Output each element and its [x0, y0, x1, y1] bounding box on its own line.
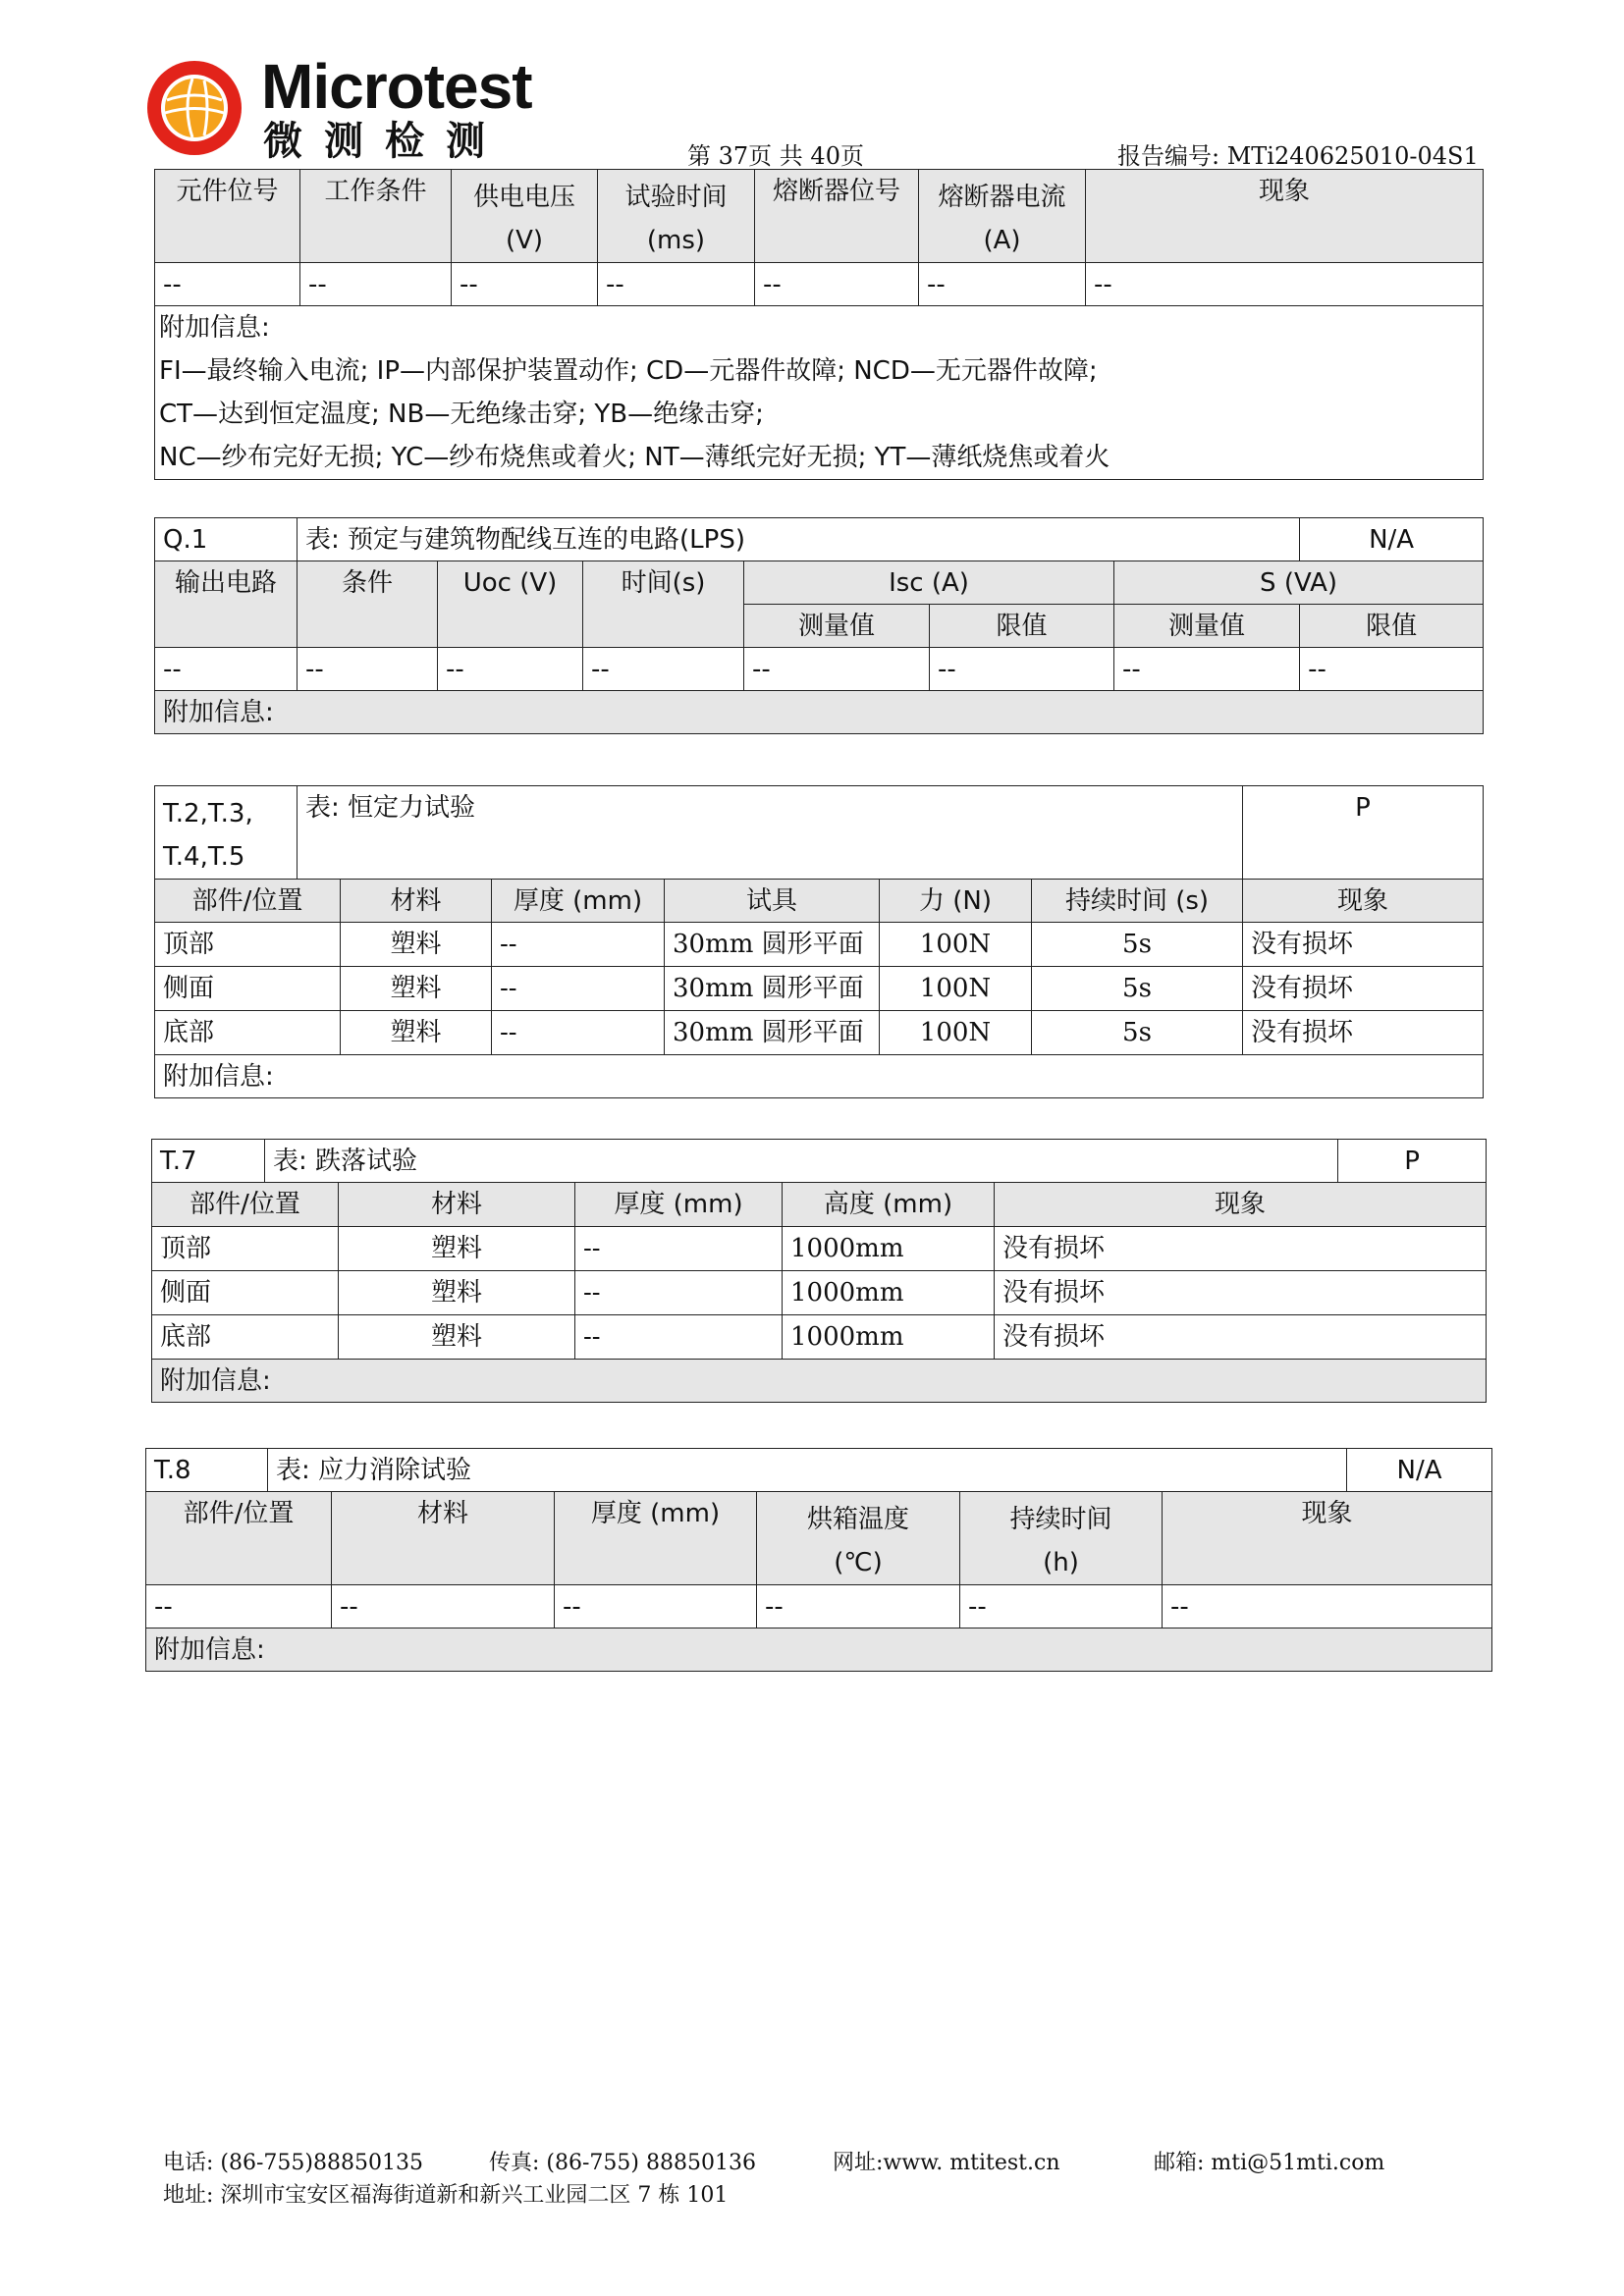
table-cell: 顶部: [152, 1227, 339, 1271]
table-cell: --: [492, 923, 665, 967]
table-title-row: [146, 1449, 1492, 1492]
report-number: 报告编号: MTi240625010-04S1: [1117, 142, 1479, 170]
table-cell: 塑料: [339, 1227, 575, 1271]
table-cell: --: [452, 263, 598, 306]
header-cell: 力 (N): [880, 880, 1032, 923]
table-cell: --: [155, 648, 298, 691]
header-cell: 部件/位置: [146, 1492, 332, 1585]
verdict-cell: N/A: [1300, 518, 1484, 561]
verdict-cell: P: [1243, 786, 1484, 880]
clause-cell: T.2,T.3, T.4,T.5: [155, 786, 298, 880]
notes-cell: 附加信息:: [155, 1055, 1484, 1098]
table-cell: 30mm 圆形平面: [665, 923, 880, 967]
table-cell: --: [146, 1585, 332, 1629]
header-cell: 输出电路: [155, 561, 298, 648]
table-cell: --: [757, 1585, 960, 1629]
table-row: [155, 263, 1484, 306]
table-cell: 5s: [1032, 923, 1243, 967]
notes-cell: 附加信息:: [155, 691, 1484, 734]
table-cell: --: [332, 1585, 555, 1629]
table-cell: --: [919, 263, 1086, 306]
table-title-row: [155, 518, 1484, 561]
header-cell: 厚度 (mm): [555, 1492, 757, 1585]
table-cell: 1000mm: [783, 1271, 995, 1315]
header-cell: 材料: [341, 880, 492, 923]
table-header-row: [155, 561, 1484, 605]
notes-row: [155, 306, 1484, 480]
table-cell: 没有损坏: [995, 1271, 1487, 1315]
table-cell: --: [598, 263, 755, 306]
subheader-cell: 测量值: [1114, 605, 1300, 648]
table-cell: 没有损坏: [995, 1315, 1487, 1360]
notes-cell: 附加信息:: [152, 1360, 1487, 1403]
table-cell: --: [1114, 648, 1300, 691]
header-cell: 试具: [665, 880, 880, 923]
table-cell: --: [575, 1227, 783, 1271]
header-cell: 时间(s): [583, 561, 744, 648]
table-cell: 没有损坏: [995, 1227, 1487, 1271]
note-line: NC—纱布完好无损; YC—纱布烧焦或着火; NT—薄纸完好无损; YT—薄纸烧焦或着火: [159, 443, 1110, 472]
table-cell: --: [575, 1315, 783, 1360]
table-cell: --: [575, 1271, 783, 1315]
table-cell: --: [492, 1011, 665, 1055]
table-cell: 底部: [155, 1011, 341, 1055]
verdict-cell: P: [1338, 1140, 1487, 1183]
table-header-row: [146, 1492, 1492, 1585]
notes-row: [155, 691, 1484, 734]
table-cell: 塑料: [339, 1271, 575, 1315]
subheader-cell: 测量值: [744, 605, 930, 648]
table-cell: 100N: [880, 923, 1032, 967]
table-cell: --: [755, 263, 919, 306]
note-line: CT—达到恒定温度; NB—无绝缘击穿; YB—绝缘击穿;: [159, 400, 764, 429]
table-cell: 100N: [880, 967, 1032, 1011]
table-cell: 塑料: [339, 1315, 575, 1360]
logo-text-cn: 微测检测: [263, 119, 507, 164]
table-row: [152, 1271, 1487, 1315]
stress-relief-table: [145, 1448, 1492, 1672]
table-cell: --: [555, 1585, 757, 1629]
header-cell: Isc (A): [744, 561, 1114, 605]
table-cell: 100N: [880, 1011, 1032, 1055]
notes-row: [152, 1360, 1487, 1403]
header-cell: 材料: [339, 1183, 575, 1227]
table-title: 表: 预定与建筑物配线互连的电路(LPS): [298, 518, 1300, 561]
header-cell: 工作条件: [300, 170, 452, 263]
table-cell: --: [155, 263, 300, 306]
header-cell: 熔断器位号: [755, 170, 919, 263]
logo-text-en: Microtest: [261, 51, 532, 122]
note-line: FI—最终输入电流; IP—内部保护装置动作; CD—元器件故障; NCD—无元器件故障;: [159, 356, 1098, 386]
table-cell: 塑料: [341, 1011, 492, 1055]
table-cell: --: [583, 648, 744, 691]
subheader-cell: 限值: [1300, 605, 1484, 648]
table-header-row: [152, 1183, 1487, 1227]
header-cell: 部件/位置: [152, 1183, 339, 1227]
table-cell: 顶部: [155, 923, 341, 967]
table-cell: 没有损坏: [1243, 923, 1484, 967]
header-cell: 厚度 (mm): [492, 880, 665, 923]
table-title: 表: 应力消除试验: [268, 1449, 1347, 1492]
table-cell: 没有损坏: [1243, 1011, 1484, 1055]
clause-cell: T.7: [152, 1140, 265, 1183]
footer-fax: 传真: (86-755) 88850136: [489, 2151, 756, 2175]
table-cell: --: [438, 648, 583, 691]
table-cell: --: [744, 648, 930, 691]
table-cell: 侧面: [152, 1271, 339, 1315]
header-cell: 烘箱温度 (℃): [757, 1492, 960, 1585]
table-row: [155, 1011, 1484, 1055]
note-line: 附加信息:: [159, 313, 270, 343]
table-cell: --: [930, 648, 1114, 691]
header-cell: 材料: [332, 1492, 555, 1585]
table-header-row: [155, 880, 1484, 923]
table-row: [155, 967, 1484, 1011]
lps-circuit-table: [154, 517, 1484, 734]
subheader-cell: 限值: [930, 605, 1114, 648]
table-row: [152, 1315, 1487, 1360]
header-cell: 现象: [995, 1183, 1487, 1227]
table-title-row: [155, 786, 1484, 880]
table-header-row: [155, 170, 1484, 263]
table-title: 表: 恒定力试验: [298, 786, 1243, 880]
header-cell: 供电电压 (V): [452, 170, 598, 263]
table-cell: --: [492, 967, 665, 1011]
header-cell: Uoc (V): [438, 561, 583, 648]
constant-force-table: [154, 785, 1484, 1098]
table-row: [155, 923, 1484, 967]
header-cell: S (VA): [1114, 561, 1484, 605]
header-cell: 持续时间 (s): [1032, 880, 1243, 923]
table-cell: --: [1086, 263, 1484, 306]
footer-address: 地址: 深圳市宝安区福海街道新和新兴工业园二区 7 栋 101: [163, 2183, 729, 2208]
header-cell: 现象: [1163, 1492, 1492, 1585]
header-cell: 部件/位置: [155, 880, 341, 923]
table-cell: 1000mm: [783, 1227, 995, 1271]
header-cell: 厚度 (mm): [575, 1183, 783, 1227]
header-cell: 现象: [1086, 170, 1484, 263]
header-cell: 高度 (mm): [783, 1183, 995, 1227]
table-cell: 侧面: [155, 967, 341, 1011]
clause-cell: Q.1: [155, 518, 298, 561]
table-cell: 底部: [152, 1315, 339, 1360]
table-cell: 塑料: [341, 967, 492, 1011]
table-cell: --: [1163, 1585, 1492, 1629]
header-cell: 条件: [298, 561, 438, 648]
table-row: [155, 648, 1484, 691]
verdict-cell: N/A: [1347, 1449, 1492, 1492]
page-number: 第 37页 共 40页: [687, 142, 864, 170]
header-cell: 熔断器电流 (A): [919, 170, 1086, 263]
notes-cell: 附加信息:: [146, 1629, 1492, 1672]
table-title: 表: 跌落试验: [265, 1140, 1338, 1183]
table-title-row: [152, 1140, 1487, 1183]
table-cell: 5s: [1032, 1011, 1243, 1055]
table-cell: --: [1300, 648, 1484, 691]
table-cell: --: [960, 1585, 1163, 1629]
table-cell: 30mm 圆形平面: [665, 1011, 880, 1055]
table-cell: --: [300, 263, 452, 306]
table-cell: 没有损坏: [1243, 967, 1484, 1011]
company-logo: [145, 51, 538, 164]
table-row: [152, 1227, 1487, 1271]
table-cell: 1000mm: [783, 1315, 995, 1360]
table-cell: 塑料: [341, 923, 492, 967]
footer-phone: 电话: (86-755)88850135: [163, 2151, 423, 2175]
header-cell: 持续时间 (h): [960, 1492, 1163, 1585]
clause-cell: T.8: [146, 1449, 268, 1492]
table-cell: 30mm 圆形平面: [665, 967, 880, 1011]
notes-row: [155, 1055, 1484, 1098]
component-test-table: [154, 169, 1484, 480]
globe-logo-icon: [145, 59, 244, 157]
header-cell: 元件位号: [155, 170, 300, 263]
table-cell: 5s: [1032, 967, 1243, 1011]
table-cell: --: [298, 648, 438, 691]
drop-test-table: [151, 1139, 1487, 1403]
footer-website[interactable]: 网址:www. mtitest.cn: [833, 2151, 1060, 2175]
header-cell: 现象: [1243, 880, 1484, 923]
notes-row: [146, 1629, 1492, 1672]
table-row: [146, 1585, 1492, 1629]
notes-cell: [155, 306, 1484, 480]
header-cell: 试验时间 (ms): [598, 170, 755, 263]
footer-email[interactable]: 邮箱: mti@51mti.com: [1154, 2151, 1385, 2175]
